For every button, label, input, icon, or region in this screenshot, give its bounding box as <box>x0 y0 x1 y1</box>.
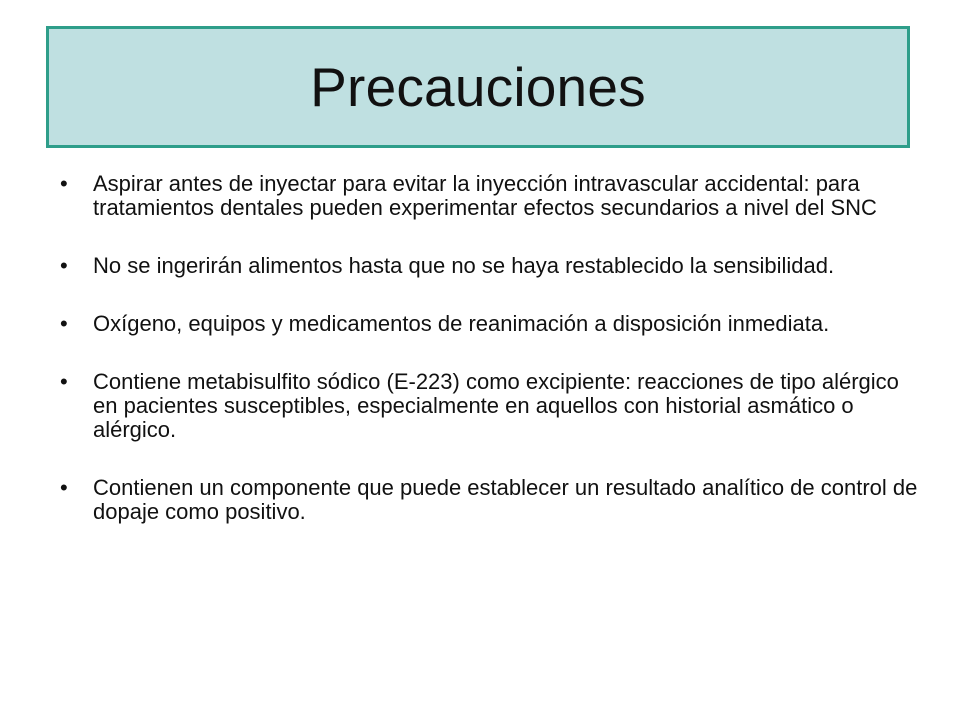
bullet-icon: • <box>60 253 68 278</box>
bullet-item <box>60 476 920 524</box>
title-banner <box>46 26 910 148</box>
bullet-text: No se ingerirán alimentos hasta que no se haya restablecido la sensibilidad. <box>93 253 835 278</box>
bullet-text: Oxígeno, equipos y medicamentos de reanimación a disposición inmediata. <box>93 311 830 336</box>
bullet-item <box>60 172 920 220</box>
bullet-icon: • <box>60 311 68 336</box>
bullet-text: Contiene metabisulfito sódico (E-223) como excipiente: reacciones de tipo alérgico en pacientes susceptibles, especialmente en aquellos con historial asmático o alérgico. <box>93 369 899 442</box>
bullet-item <box>60 254 920 278</box>
bullet-icon: • <box>60 369 68 394</box>
bullet-icon: • <box>60 171 68 196</box>
bullet-list <box>60 172 920 558</box>
bullet-text: Contienen un componente que puede establecer un resultado analítico de control de dopaje como positivo. <box>93 475 918 524</box>
bullet-item <box>60 312 920 336</box>
bullet-item <box>60 370 920 442</box>
bullet-icon: • <box>60 475 68 500</box>
slide-title: Precauciones <box>310 56 646 118</box>
bullet-text: Aspirar antes de inyectar para evitar la inyección intravascular accidental: para tratamientos dentales pueden experimentar efectos secundarios a nivel del SNC <box>93 171 877 220</box>
